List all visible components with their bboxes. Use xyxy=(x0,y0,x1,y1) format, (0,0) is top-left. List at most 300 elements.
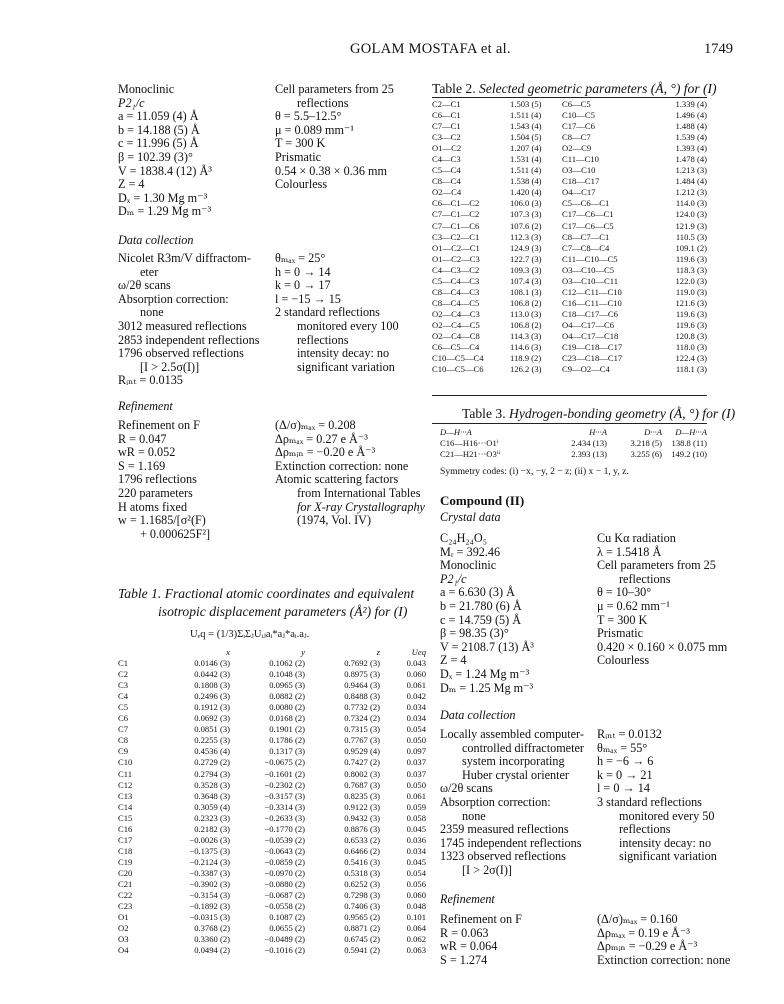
table1-cell: −0.3157 (3) xyxy=(264,790,305,801)
table1-cell: −0.0026 (3) xyxy=(189,834,230,845)
table2-cell: 1.212 (3) xyxy=(675,187,707,198)
table1-cell: 0.058 xyxy=(406,812,426,823)
table1-cell: 0.0882 (2) xyxy=(269,691,305,702)
table1-cell: 0.5318 (3) xyxy=(344,867,380,878)
running-header: GOLAM MOSTAFA et al. xyxy=(350,41,511,57)
text-line: 3 standard reflections xyxy=(597,794,702,809)
table1-cell: 0.7732 (2) xyxy=(344,702,380,713)
table2-row xyxy=(432,331,712,342)
table2-cell: O2—C4 xyxy=(432,187,462,198)
table1-cell: −0.0970 (2) xyxy=(264,867,305,878)
table1-cell: 0.9529 (4) xyxy=(344,746,380,757)
table1-caption-line1: Table 1. Fractional atomic coordinates and equivalent xyxy=(118,586,415,601)
table1-cell: 0.3360 (2) xyxy=(194,934,230,945)
compound2-ref-col1 xyxy=(440,913,522,967)
table1-cell: 0.1062 (2) xyxy=(269,658,305,669)
text-line: Nicolet R3m/V diffractom- xyxy=(118,251,251,265)
text-line: Rᵢₙₜ = 0.0132 xyxy=(597,727,662,741)
text-line: reflections xyxy=(297,332,349,347)
table2-cell: 106.0 (3) xyxy=(510,198,542,209)
table2-cell: C7—C1—C2 xyxy=(432,209,480,220)
table2-cell: C10—C5 xyxy=(562,110,595,121)
table2-cell: C10—C5—C4 xyxy=(432,353,484,364)
table1-cell: 0.7767 (3) xyxy=(344,735,380,746)
table2-cell: 107.3 (3) xyxy=(510,209,542,220)
table1-row xyxy=(118,702,428,713)
table2-cell: 119.6 (3) xyxy=(675,308,707,319)
text-line: Monoclinic xyxy=(440,558,497,573)
text-line: eter xyxy=(140,264,159,279)
table1-cell: C7 xyxy=(118,724,129,735)
table2-cell: C8—C4—C3 xyxy=(432,286,480,297)
table1-row xyxy=(118,680,428,691)
text-line: l = −15 → 15 xyxy=(275,291,341,306)
table1-cell: 0.056 xyxy=(406,878,426,889)
table1-cell: 0.3528 (3) xyxy=(194,779,230,790)
table1-cell: −0.2302 (2) xyxy=(264,779,305,790)
refinement-col2 xyxy=(275,419,425,528)
refinement-heading: Refinement xyxy=(118,399,173,413)
table1-cell: 0.6745 (2) xyxy=(344,934,380,945)
table2-cell: O4—C17 xyxy=(562,187,596,198)
table2-cell: C17—C6—C5 xyxy=(562,220,614,231)
table2-cell: C7—C1—C6 xyxy=(432,220,480,231)
text-line: intensity decay: no xyxy=(619,835,712,850)
table1-cell: 0.5416 (3) xyxy=(344,856,380,867)
table2-cell: 1.504 (5) xyxy=(510,132,542,143)
text-line: Cell parameters from 25 xyxy=(597,558,716,573)
table1-cell: 0.037 xyxy=(406,757,426,768)
table1-cell: 0.1786 (2) xyxy=(269,735,305,746)
table1-cell: 0.060 xyxy=(406,669,426,680)
table1-cell: −0.2124 (3) xyxy=(189,856,230,867)
text-line: k = 0 → 17 xyxy=(275,278,331,293)
table1-cell: C10 xyxy=(118,757,133,768)
text-line: Huber crystal orienter xyxy=(462,767,569,782)
table1-cell: −0.0687 (2) xyxy=(264,890,305,901)
table2-row xyxy=(432,254,712,265)
table3-header-cell: D—H···A xyxy=(440,427,472,437)
table2-row xyxy=(432,143,712,154)
table1-cell: O3 xyxy=(118,934,129,945)
table1-cell: −0.0539 (2) xyxy=(264,834,305,845)
compound2-crystal-heading: Crystal data xyxy=(440,510,501,524)
table1-cell: 0.8235 (3) xyxy=(344,790,380,801)
table1-cell: 0.0655 (2) xyxy=(269,923,305,934)
table2-cell: C9—O2—C4 xyxy=(562,364,610,375)
table2-cell: O4—C17—C18 xyxy=(562,330,619,341)
table1-cell: C12 xyxy=(118,779,133,790)
text-line: Δρₘᵢₙ = −0.29 e Å⁻³ xyxy=(597,939,698,954)
table1-row xyxy=(118,912,428,923)
table1-cell: 0.063 xyxy=(406,945,426,956)
text-line: 220 parameters xyxy=(118,485,193,500)
refinement-col1 xyxy=(118,419,210,541)
table2-cell: 112.3 (3) xyxy=(510,231,542,242)
table1-cell: 0.9432 (3) xyxy=(344,812,380,823)
table2-cell: C3—C2 xyxy=(432,132,461,143)
table1-cell: 0.9122 (3) xyxy=(344,801,380,812)
table2-row xyxy=(432,209,712,220)
text-line: P2₁/c xyxy=(440,571,467,586)
text-line: c = 11.996 (5) Å xyxy=(118,136,199,151)
text-line: wR = 0.064 xyxy=(440,939,498,954)
table1-cell: 0.062 xyxy=(406,934,426,945)
crystal-data-col1 xyxy=(118,83,212,219)
text-line: a = 11.059 (4) Å xyxy=(118,109,199,124)
table3-row xyxy=(440,449,715,460)
table2-body xyxy=(432,99,712,375)
text-line: intensity decay: no xyxy=(297,346,390,361)
table1-row xyxy=(118,890,428,901)
text-line: [I > 2.5σ(I)] xyxy=(140,359,200,374)
table1-row xyxy=(118,824,428,835)
table1-cell: −0.1770 (2) xyxy=(264,823,305,834)
table1-cell: 0.059 xyxy=(406,801,426,812)
table2-caption xyxy=(432,80,717,97)
table1-cell: C9 xyxy=(118,746,129,757)
table2-cell: 119.0 (3) xyxy=(675,286,707,297)
table1-cell: −0.0489 (2) xyxy=(264,934,305,945)
table3-symmetry-codes: Symmetry codes: (i) −x, −y, 2 − z; (ii) x − 1, y, z. xyxy=(440,466,629,477)
table1-row xyxy=(118,857,428,868)
table3-cell: 3.218 (5) xyxy=(630,438,662,449)
table2-cell: 121.9 (3) xyxy=(675,220,707,231)
table1-cell: C17 xyxy=(118,834,133,845)
table2-cell: 118.3 (3) xyxy=(675,264,707,275)
table2-cell: 107.4 (3) xyxy=(510,275,542,286)
table2-cell: C8—C7 xyxy=(562,132,591,143)
table1-cell: 0.101 xyxy=(406,912,426,923)
text-line: Prismatic xyxy=(597,626,644,641)
table2-row xyxy=(432,320,712,331)
table2-cell: 109.3 (3) xyxy=(510,264,542,275)
table1-cell: 0.2182 (3) xyxy=(194,823,230,834)
table2-cell: 122.4 (3) xyxy=(675,353,707,364)
table1-header-cell: y xyxy=(301,647,305,657)
table2-cell: 124.9 (3) xyxy=(510,242,542,253)
text-line: θ = 5.5–12.5° xyxy=(275,109,342,124)
table1-cell: C4 xyxy=(118,691,129,702)
text-line: for X-ray Crystallography xyxy=(297,499,425,514)
table1-cell: 0.054 xyxy=(406,724,426,735)
table2-cell: O1—C2—C3 xyxy=(432,253,480,264)
table1-cell: −0.0558 (2) xyxy=(264,901,305,912)
table1-cell: 0.8488 (3) xyxy=(344,691,380,702)
table1-cell: C23 xyxy=(118,901,133,912)
data-collection-col2 xyxy=(275,252,399,374)
table1-cell: 0.4536 (4) xyxy=(194,746,230,757)
table1-row xyxy=(118,691,428,702)
data-collection-heading: Data collection xyxy=(118,233,194,247)
table1-cell: C14 xyxy=(118,801,133,812)
table2-cell: C5—C4—C3 xyxy=(432,275,480,286)
table2-cell: 106.8 (2) xyxy=(510,319,542,330)
text-line: Refinement on F xyxy=(440,912,522,926)
text-line: μ = 0.62 mm⁻¹ xyxy=(597,598,670,613)
table1-cell: −0.3314 (3) xyxy=(264,801,305,812)
table2-cell: 1.539 (4) xyxy=(675,132,707,143)
table2-cell: 114.0 (3) xyxy=(675,198,707,209)
table1-row xyxy=(118,923,428,934)
table2-row xyxy=(432,154,712,165)
table3-cell: 3.255 (6) xyxy=(630,449,662,460)
table1-cell: 0.2255 (3) xyxy=(194,735,230,746)
table3-caption-title: Hydrogen-bonding geometry (Å, °) for (I) xyxy=(509,406,736,421)
table1-cell: 0.1912 (3) xyxy=(194,702,230,713)
table1-cell: 0.8876 (3) xyxy=(344,823,380,834)
text-line: k = 0 → 21 xyxy=(597,767,653,782)
table2-row xyxy=(432,243,712,254)
table1-formula: Uₑq = (1/3)ΣᵢΣⱼUᵢⱼaᵢ*aⱼ*aᵢ.aⱼ. xyxy=(190,629,310,640)
table2-cell: C8—C7—C1 xyxy=(562,231,610,242)
text-line: 2359 measured reflections xyxy=(440,822,569,837)
table1-cell: −0.0643 (2) xyxy=(264,845,305,856)
table2-row xyxy=(432,298,712,309)
table2-cell: C4—C3 xyxy=(432,154,461,165)
table1-cell: 0.054 xyxy=(406,867,426,878)
table2-cell: 113.0 (3) xyxy=(510,308,542,319)
text-line: Cell parameters from 25 xyxy=(275,82,394,96)
table1-cell: 0.060 xyxy=(406,890,426,901)
table1-cell: 0.7406 (3) xyxy=(344,901,380,912)
text-line: reflections xyxy=(619,571,671,586)
text-line: Dₓ = 1.30 Mg m⁻³ xyxy=(118,190,208,205)
table2-cell: C6—C1—C2 xyxy=(432,198,480,209)
table1-cell: C13 xyxy=(118,790,133,801)
text-line: R = 0.047 xyxy=(118,431,167,446)
table2-cell: 119.6 (3) xyxy=(675,319,707,330)
text-line: significant variation xyxy=(619,849,717,864)
compound2-dc-col1 xyxy=(440,728,584,878)
table2-cell: 119.6 (3) xyxy=(675,253,707,264)
table3-header-cell: H···A xyxy=(589,427,607,437)
table2-cell: 1.538 (4) xyxy=(510,176,542,187)
table1-row xyxy=(118,757,428,768)
text-line: β = 98.35 (3)° xyxy=(440,626,509,641)
table1-cell: C3 xyxy=(118,680,129,691)
text-line: θₘₐₓ = 55° xyxy=(597,740,648,755)
table2-row xyxy=(432,221,712,232)
table2-cell: C7—C1 xyxy=(432,121,461,132)
table1-cell: O1 xyxy=(118,912,129,923)
table2-cell: C4—C3—C2 xyxy=(432,264,480,275)
table2-row xyxy=(432,287,712,298)
table2-cell: C19—C18—C17 xyxy=(562,342,623,353)
table2-cell: 114.3 (3) xyxy=(510,330,542,341)
compound2-dc-heading: Data collection xyxy=(440,708,516,722)
table3 xyxy=(440,427,715,460)
text-line: 0.420 × 0.160 × 0.075 mm xyxy=(597,639,728,654)
table1-cell: 0.1048 (3) xyxy=(269,669,305,680)
table1-cell: 0.5941 (2) xyxy=(344,945,380,956)
text-line: R = 0.063 xyxy=(440,925,489,940)
table1-cell: 0.0146 (3) xyxy=(194,658,230,669)
table2-cell: O3—C10—C11 xyxy=(562,275,619,286)
table2-cell: 1.393 (4) xyxy=(675,143,707,154)
table1-cell: 0.7324 (2) xyxy=(344,713,380,724)
table3-header-cell: D···A xyxy=(644,427,662,437)
text-line: 1323 observed reflections xyxy=(440,849,566,864)
table1-body xyxy=(118,658,428,956)
text-line: Δρₘₐₓ = 0.19 e Å⁻³ xyxy=(597,925,690,940)
table1-cell: −0.0859 (2) xyxy=(264,856,305,867)
text-line: Extinction correction: none xyxy=(597,952,731,967)
table2-cell: 1.488 (4) xyxy=(675,121,707,132)
text-line: Colourless xyxy=(275,177,328,192)
table1-cell: 0.0168 (2) xyxy=(269,713,305,724)
table2-cell: O1—C2—C1 xyxy=(432,242,480,253)
table1-cell: 0.061 xyxy=(406,790,426,801)
table1-cell: 0.6533 (2) xyxy=(344,834,380,845)
text-line: Mᵣ = 392.46 xyxy=(440,544,501,559)
table1-cell: 0.9565 (2) xyxy=(344,912,380,923)
table1-cell: 0.1808 (3) xyxy=(194,680,230,691)
table1-cell: C11 xyxy=(118,768,133,779)
table1-cell: C22 xyxy=(118,890,133,901)
table1-cell: 0.097 xyxy=(406,746,426,757)
table3-rule xyxy=(432,423,707,424)
table3-caption xyxy=(462,405,735,422)
table2-caption-title: Selected geometric parameters (Å, °) for (I) xyxy=(479,81,717,96)
text-line: wR = 0.052 xyxy=(118,445,176,460)
text-line: none xyxy=(140,305,164,320)
table2-rule xyxy=(432,97,707,98)
text-line: Δρₘᵢₙ = −0.20 e Å⁻³ xyxy=(275,445,376,460)
table2-cell: C11—C10—C5 xyxy=(562,253,618,264)
table2-cell: C18—C17—C6 xyxy=(562,308,618,319)
text-line: a = 6.630 (3) Å xyxy=(440,585,515,600)
table2-row xyxy=(432,232,712,243)
text-line: system incorporating xyxy=(462,754,565,769)
text-line: V = 1838.4 (12) Å³ xyxy=(118,163,212,178)
table2-cell: 1.339 (4) xyxy=(675,99,707,109)
text-line: T = 300 K xyxy=(597,612,648,627)
table1-cell: 0.1317 (3) xyxy=(269,746,305,757)
table1-cell: 0.048 xyxy=(406,901,426,912)
text-line: reflections xyxy=(619,822,671,837)
table1-cell: 0.0494 (2) xyxy=(194,945,230,956)
table1-cell: 0.050 xyxy=(406,735,426,746)
table1-row xyxy=(118,658,428,669)
text-line: 2853 independent reflections xyxy=(118,332,260,347)
table1-cell: −0.0880 (2) xyxy=(264,878,305,889)
table2-cell: 109.1 (2) xyxy=(675,242,707,253)
text-line: 1796 observed reflections xyxy=(118,346,244,361)
table1-cell: 0.9464 (3) xyxy=(344,680,380,691)
table2-cell: C16—C11—C10 xyxy=(562,297,622,308)
table1-cell: −0.1016 (2) xyxy=(264,945,305,956)
text-line: monitored every 100 xyxy=(297,318,399,333)
text-line: V = 2108.7 (13) Å³ xyxy=(440,639,534,654)
text-line: Dₘ = 1.29 Mg m⁻³ xyxy=(118,204,212,219)
table2-row xyxy=(432,309,712,320)
table1-cell: 0.7298 (3) xyxy=(344,890,380,901)
text-line: h = 0 → 14 xyxy=(275,264,331,279)
table1-row xyxy=(118,713,428,724)
table2-cell: 124.0 (3) xyxy=(675,209,707,220)
table2-row xyxy=(432,364,712,375)
table1-row xyxy=(118,802,428,813)
table1-cell: 0.6466 (2) xyxy=(344,845,380,856)
text-line: Rᵢₙₜ = 0.0135 xyxy=(118,373,183,388)
table3-cell: C21—H21···O3ⁱⁱ xyxy=(440,449,501,460)
table2-cell: C8—C4 xyxy=(432,176,461,187)
table3-cell: 2.434 (13) xyxy=(571,438,607,449)
text-line: w = 1.1685/[σ²(F) xyxy=(118,513,206,528)
table2-cell: 122.0 (3) xyxy=(675,275,707,286)
table2-cell: C5—C4 xyxy=(432,165,461,176)
table2-cell: C17—C6—C1 xyxy=(562,209,614,220)
table1-cell: 0.061 xyxy=(406,680,426,691)
text-line: ω/2θ scans xyxy=(440,781,493,796)
text-line: Atomic scattering factors xyxy=(275,472,399,487)
text-line: θₘₐₓ = 25° xyxy=(275,251,326,265)
table2-cell: C3—C2—C1 xyxy=(432,231,480,242)
table1-row xyxy=(118,835,428,846)
table1-cell: 0.1087 (2) xyxy=(269,912,305,923)
text-line: c = 14.759 (5) Å xyxy=(440,612,521,627)
text-line: monitored every 50 xyxy=(619,808,715,823)
crystal-data-col2 xyxy=(275,83,394,192)
text-line: Z = 4 xyxy=(118,177,145,192)
table1-cell: 0.050 xyxy=(406,779,426,790)
table1-cell: O4 xyxy=(118,945,129,956)
text-line: 0.54 × 0.38 × 0.36 mm xyxy=(275,163,387,178)
table1-row xyxy=(118,769,428,780)
text-line: b = 14.188 (5) Å xyxy=(118,122,200,137)
table1-cell: 0.037 xyxy=(406,768,426,779)
table1-cell: 0.2729 (2) xyxy=(194,757,230,768)
table2-caption-prefix: Table 2. xyxy=(432,81,479,96)
text-line: controlled diffractometer xyxy=(462,740,584,755)
table1-cell: −0.3154 (3) xyxy=(189,890,230,901)
table1-row xyxy=(118,780,428,791)
text-line: Monoclinic xyxy=(118,82,175,96)
table1-header-row xyxy=(118,647,428,658)
table1-cell: C19 xyxy=(118,856,133,867)
text-line: β = 102.39 (3)° xyxy=(118,149,193,164)
table1-cell: 0.2794 (3) xyxy=(194,768,230,779)
table1-cell: 0.0080 (2) xyxy=(269,702,305,713)
table1-cell: 0.1901 (2) xyxy=(269,724,305,735)
table1-header-cell: x xyxy=(226,647,230,657)
table1-cell: 0.3768 (2) xyxy=(194,923,230,934)
text-line: Z = 4 xyxy=(440,653,467,668)
table1-cell: −0.2633 (3) xyxy=(264,812,305,823)
table2-row xyxy=(432,265,712,276)
table1-cell: 0.8975 (3) xyxy=(344,669,380,680)
table1-cell: C5 xyxy=(118,702,129,713)
table2-cell: 1.543 (4) xyxy=(510,121,542,132)
table2-row xyxy=(432,99,712,110)
text-line: Dₓ = 1.24 Mg m⁻³ xyxy=(440,666,530,681)
table1-cell: 0.6252 (3) xyxy=(344,878,380,889)
text-line: Absorption correction: xyxy=(118,291,229,306)
table3-body xyxy=(440,438,715,460)
text-line: Refinement on F xyxy=(118,418,200,432)
table2-cell: 121.6 (3) xyxy=(675,297,707,308)
table1-row xyxy=(118,868,428,879)
compound2-crystal-col2 xyxy=(597,532,727,668)
text-line: (Δ/σ)ₘₐₓ = 0.208 xyxy=(275,418,356,432)
table1-cell: −0.3902 (3) xyxy=(189,878,230,889)
table3-caption-prefix: Table 3. xyxy=(462,406,509,421)
table2-cell: 120.8 (3) xyxy=(675,330,707,341)
table2-row xyxy=(432,187,712,198)
table1-row xyxy=(118,879,428,890)
text-line: Dₘ = 1.25 Mg m⁻³ xyxy=(440,680,534,695)
